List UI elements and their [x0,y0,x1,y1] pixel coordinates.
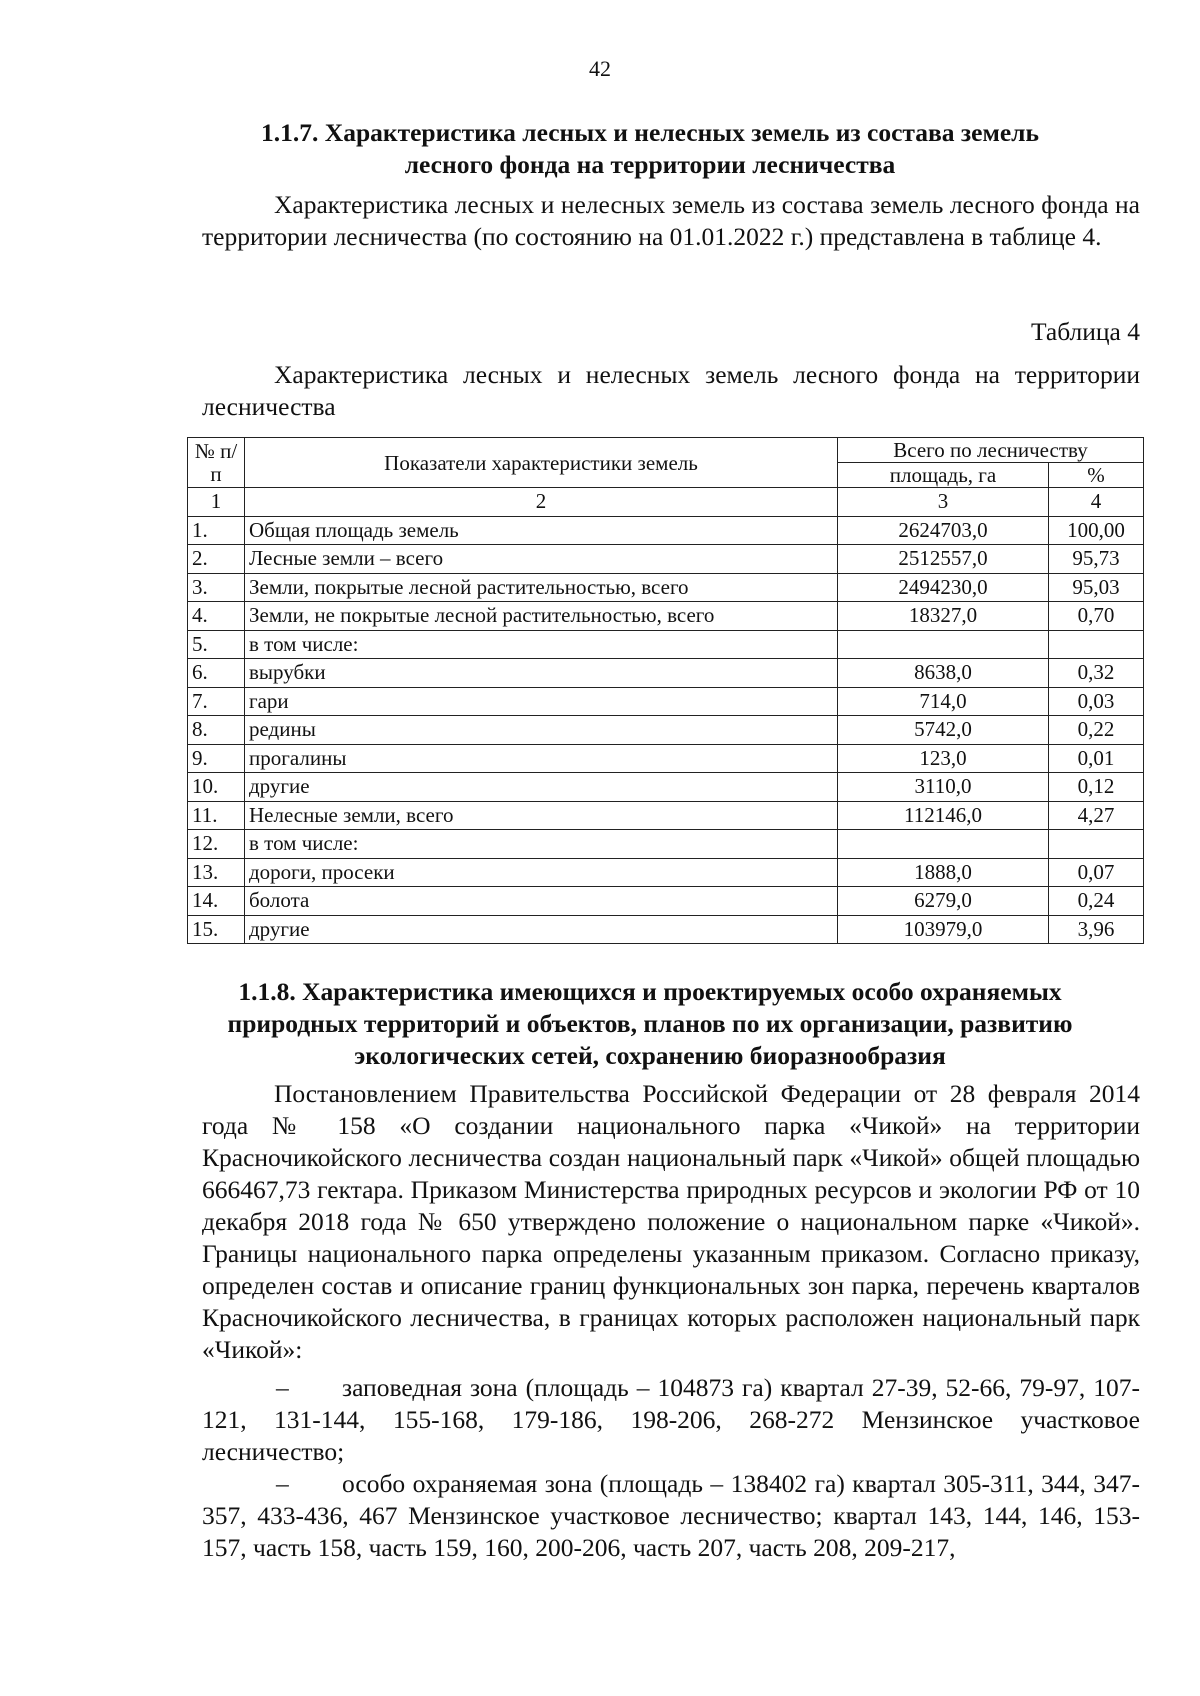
row-indicator: в том числе: [245,830,838,859]
row-number: 5. [188,630,245,659]
row-number: 13. [188,858,245,887]
header-area: площадь, га [838,463,1049,488]
row-percent: 0,70 [1049,602,1144,631]
table-row [188,516,1144,545]
row-percent [1049,630,1144,659]
table-label: Таблица 4 [1030,317,1140,346]
row-percent: 0,24 [1049,887,1144,916]
row-percent: 0,01 [1049,744,1144,773]
table-row [188,602,1144,631]
row-area: 8638,0 [838,659,1049,688]
row-area: 3110,0 [838,773,1049,802]
header-percent: % [1049,463,1144,488]
row-area: 18327,0 [838,602,1049,631]
table-row [188,915,1144,944]
row-percent: 0,07 [1049,858,1144,887]
row-indicator: прогалины [245,744,838,773]
row-area: 103979,0 [838,915,1049,944]
row-area: 2512557,0 [838,545,1049,574]
heading-line: 1.1.8. Характеристика имеющихся и проектируемых особо охраняемых [238,977,1062,1006]
row-percent: 3,96 [1049,915,1144,944]
row-number: 7. [188,687,245,716]
row-number: 3. [188,573,245,602]
table-row [188,687,1144,716]
table-row [188,830,1144,859]
row-indicator: гари [245,687,838,716]
bullet-item [202,1372,1140,1468]
table-row [188,659,1144,688]
table-row [188,858,1144,887]
intro-paragraph: Характеристика лесных и нелесных земель из состава земель лесного фонда на территории лесничества (по состоянию на 01.01.2022 г.) представлена в таблице 4. [202,190,1140,251]
heading-line: лесного фонда на территории лесничества [404,150,896,179]
header-num: № п/п [188,438,245,488]
row-area: 2624703,0 [838,516,1049,545]
column-number: 1 [188,488,245,517]
row-indicator: другие [245,773,838,802]
table-row [188,773,1144,802]
row-percent: 0,12 [1049,773,1144,802]
table-row [188,716,1144,745]
row-percent: 4,27 [1049,801,1144,830]
row-number: 6. [188,659,245,688]
heading-line: 1.1.7. Характеристика лесных и нелесных земель из состава земель [261,118,1039,147]
body-paragraph: Постановлением Правительства Российской Федерации от 28 февраля 2014 года № 158 «О создании национального парка «Чикой» на территории Красночикойского лесничества создан национальный парк «Чикой» общей площадью 666467,73 гектара. Приказом Министерства природных ресурсов и экологии РФ от 10 декабря 2018 года № 650 утверждено положение о национальном парке «Чикой». Границы национального парка определены указанным приказом. Согласно приказу, определен состав и описание границ функциональных зон парка, перечень кварталов Красночикойского лесничества, в границах которых расположен национальный парк «Чикой»: [202,1079,1140,1364]
column-number: 3 [838,488,1049,517]
row-indicator: в том числе: [245,630,838,659]
row-area [838,830,1049,859]
row-indicator: дороги, просеки [245,858,838,887]
column-number: 4 [1049,488,1144,517]
row-indicator: болота [245,887,838,916]
dash: – [276,1373,289,1402]
row-indicator: Земли, покрытые лесной растительностью, всего [245,573,838,602]
row-indicator: другие [245,915,838,944]
land-characteristics-table [187,437,1144,944]
page-number: 42 [589,56,611,81]
row-area: 123,0 [838,744,1049,773]
row-area: 1888,0 [838,858,1049,887]
row-number: 14. [188,887,245,916]
table-row [188,573,1144,602]
table-row [188,630,1144,659]
row-indicator: Земли, не покрытые лесной растительностью, всего [245,602,838,631]
row-indicator: Общая площадь земель [245,516,838,545]
row-number: 8. [188,716,245,745]
header-total: Всего по лесничеству [838,438,1144,463]
section-heading-1-1-8 [190,976,1110,1072]
row-percent: 95,73 [1049,545,1144,574]
row-indicator: Лесные земли – всего [245,545,838,574]
row-area: 112146,0 [838,801,1049,830]
heading-line: природных территорий и объектов, планов по их организации, развитию [227,1009,1073,1038]
row-area: 714,0 [838,687,1049,716]
table-row [188,887,1144,916]
row-area: 5742,0 [838,716,1049,745]
row-number: 1. [188,516,245,545]
row-percent: 0,22 [1049,716,1144,745]
row-number: 11. [188,801,245,830]
table-row [188,545,1144,574]
row-area: 6279,0 [838,887,1049,916]
bullet-item [202,1468,1140,1564]
bullet-text: заповедная зона (площадь – 104873 га) квартал 27-39, 52-66, 79-97, 107-121, 131-144, 155-168, 179-186, 198-206, 268-272 Мензинское участковое лесничество; [202,1373,1140,1466]
table-row [188,744,1144,773]
table-row [188,801,1144,830]
row-number: 15. [188,915,245,944]
bullet-text: особо охраняемая зона (площадь – 138402 га) квартал 305-311, 344, 347-357, 433-436, 467 Мензинское участковое лесничество; квартал 143, 144, 146, 153-157, часть 158, часть 159, 160, 200-206, часть 207, часть 208, 209-217, [202,1469,1140,1562]
header-indicator: Показатели характеристики земель [245,438,838,488]
row-percent: 0,03 [1049,687,1144,716]
row-percent: 100,00 [1049,516,1144,545]
column-number: 2 [245,488,838,517]
row-number: 2. [188,545,245,574]
section-heading-1-1-7 [200,117,1100,181]
table-caption: Характеристика лесных и нелесных земель лесного фонда на территории лесничества [202,360,1140,421]
row-percent [1049,830,1144,859]
row-indicator: Нелесные земли, всего [245,801,838,830]
row-indicator: редины [245,716,838,745]
row-number: 12. [188,830,245,859]
row-number: 9. [188,744,245,773]
row-area: 2494230,0 [838,573,1049,602]
row-indicator: вырубки [245,659,838,688]
row-percent: 0,32 [1049,659,1144,688]
row-area [838,630,1049,659]
dash: – [276,1469,289,1498]
row-number: 10. [188,773,245,802]
row-percent: 95,03 [1049,573,1144,602]
row-number: 4. [188,602,245,631]
heading-line: экологических сетей, сохранению биоразнообразия [354,1041,946,1070]
